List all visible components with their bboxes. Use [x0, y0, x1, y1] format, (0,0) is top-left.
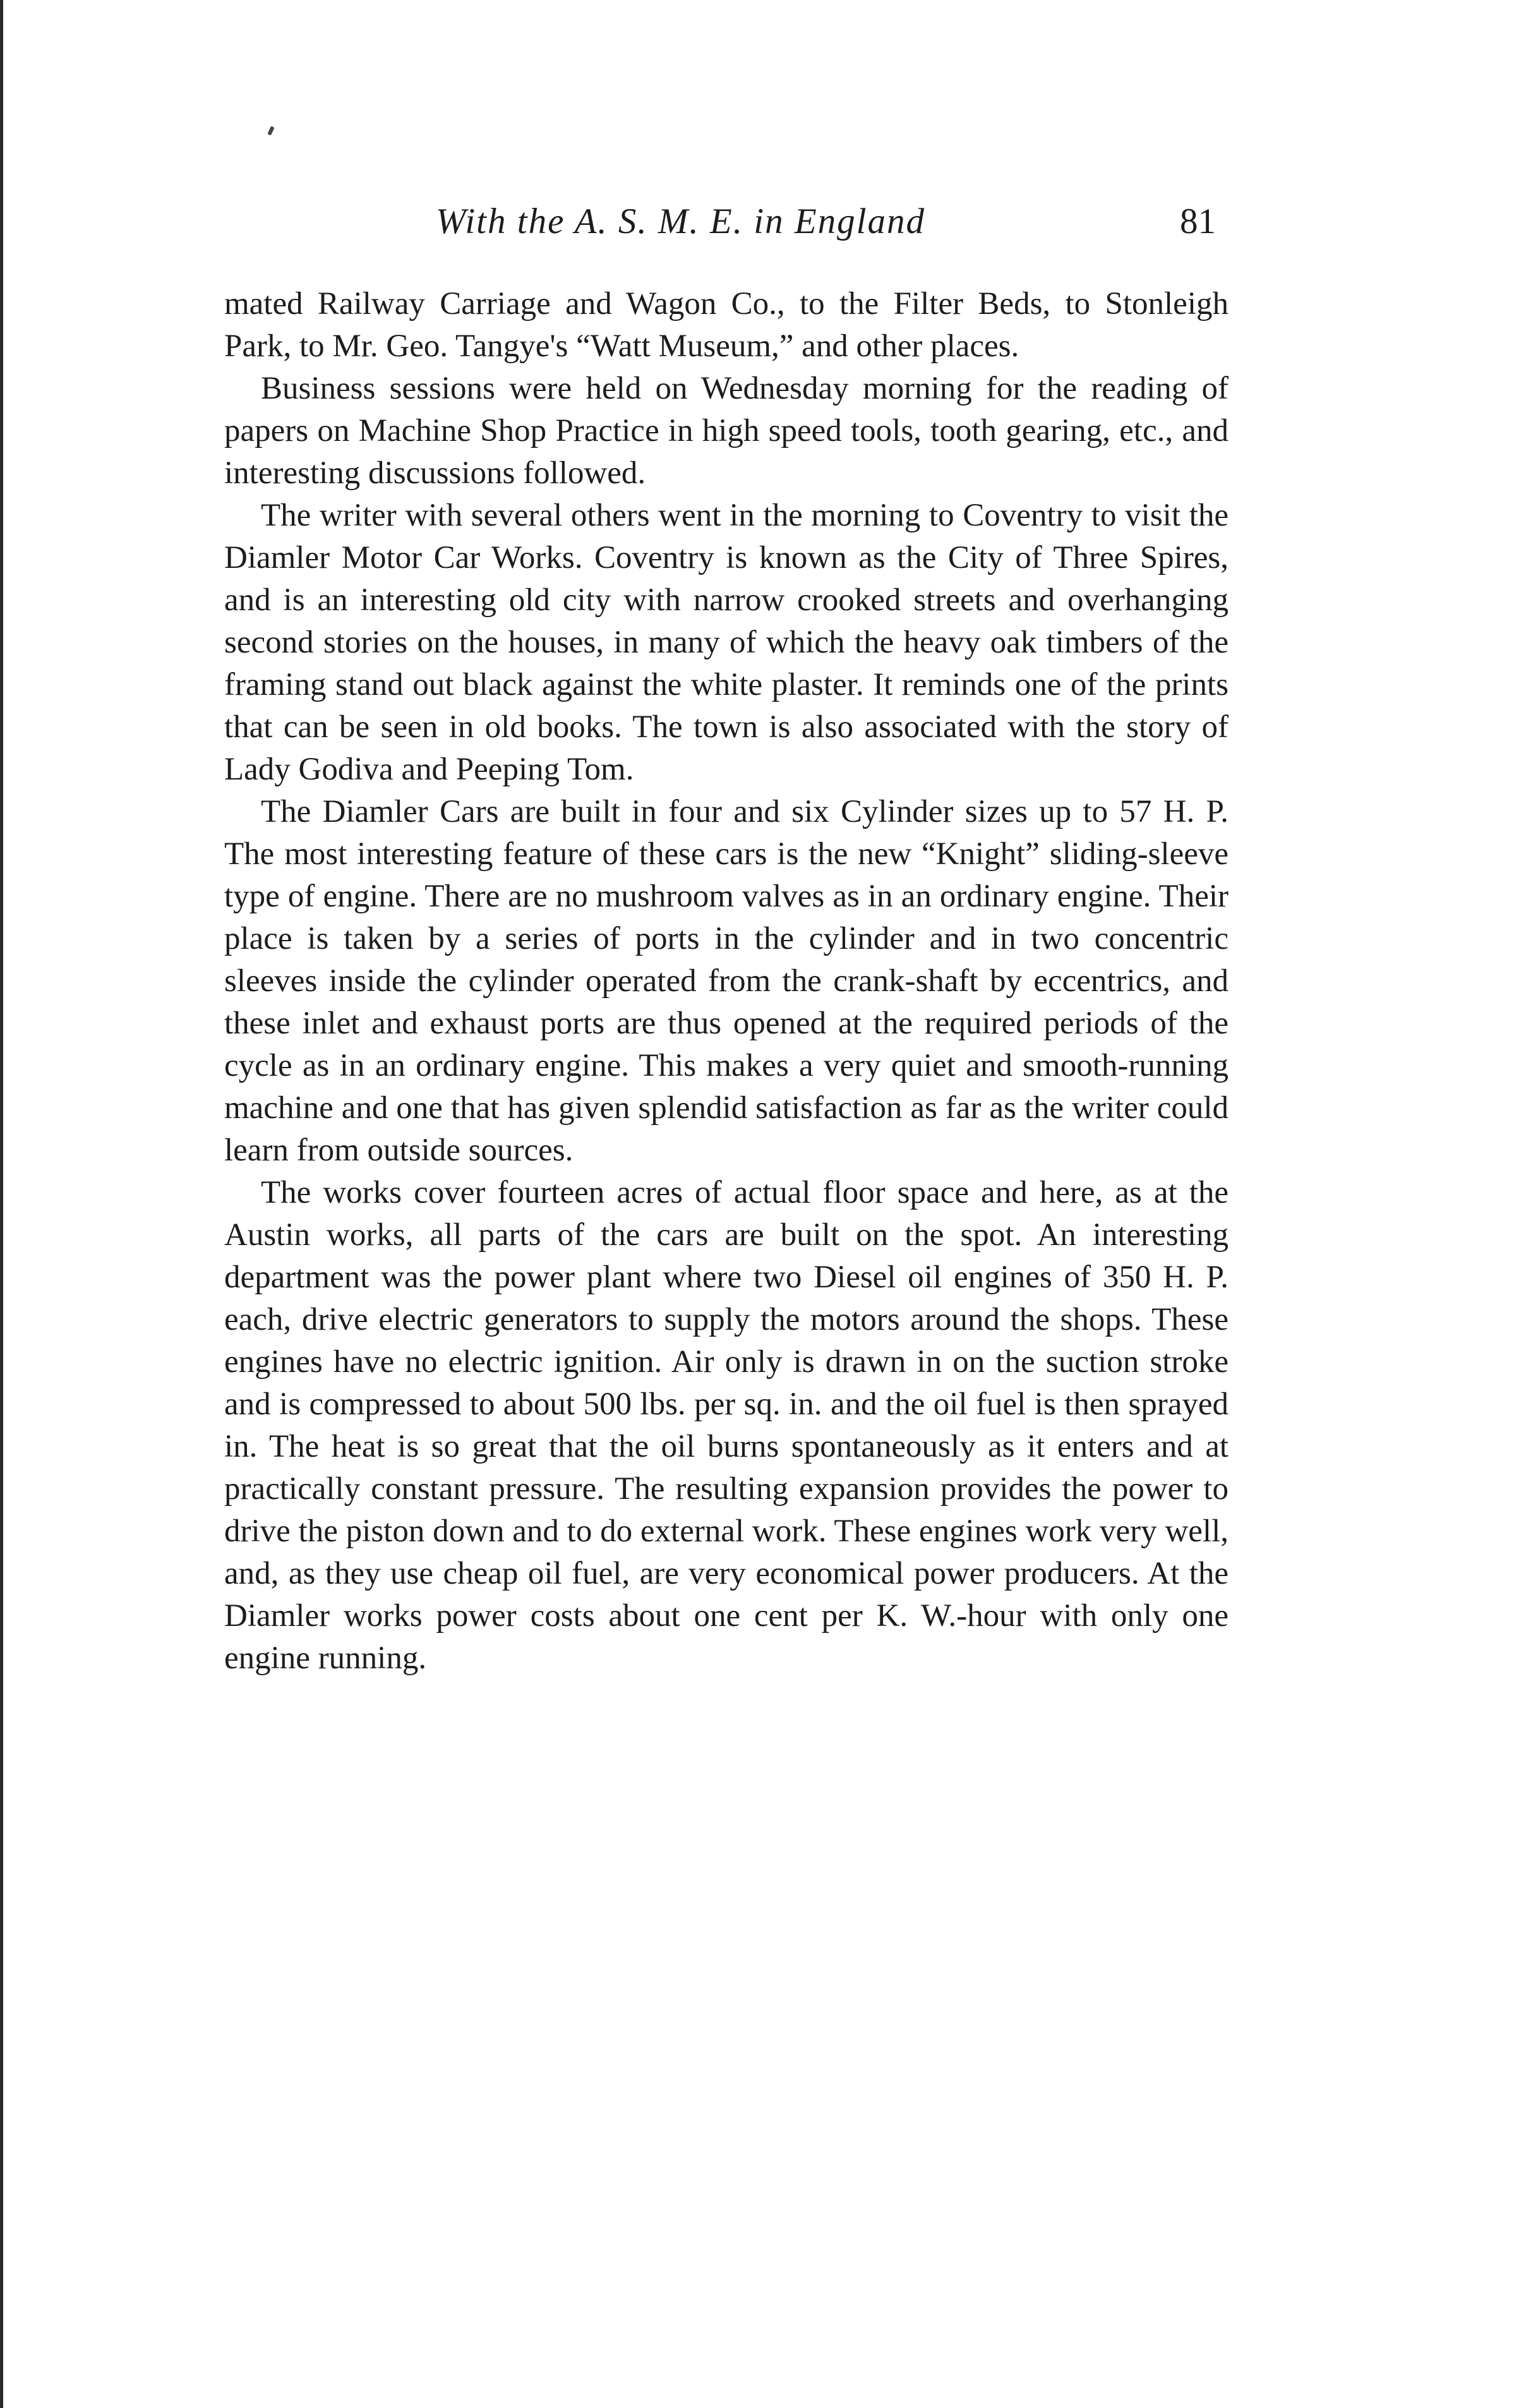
running-head: With the A. S. M. E. in England	[436, 202, 925, 241]
paragraph-works-power-plant: The works cover fourteen acres of actual floor space and here, as at the Austin works, all parts of the cars are built on the spot. An interesting department was the power plant where two Diesel oil engines of 350 H. P. each, drive electric generators to supply the motors around the shops. These engines have no electric ignition. Air only is drawn in on the suction stroke and is compressed to about 500 lbs. per sq. in. and the oil fuel is then sprayed in. The heat is so great that the oil burns spontaneously as it enters and at practically constant pressure. The resulting expansion provides the power to drive the piston down and to do external work. These engines work very well, and, as they use cheap oil fuel, are very economical power producers. At the Diamler works power costs about one cent per K. W.-hour with only one engine running.	[224, 1175, 1229, 1676]
page-number: 81	[1180, 202, 1216, 241]
paragraph-coventry-visit: The writer with several others went in the morning to Coventry to visit the Diamler Motor Car Works. Coventry is known as the City of Three Spires, and is an interesting old city with narrow crooked streets and overhanging second stories on the houses, in many of which the heavy oak timbers of the framing stand out black against the white plaster. It reminds one of the prints that can be seen in old books. The town is also associated with the story of Lady Godiva and Peeping Tom.	[224, 498, 1229, 787]
body-text	[224, 283, 1229, 1680]
scan-edge-rule	[0, 0, 3, 2408]
paragraph-diamler-cars: The Diamler Cars are built in four and six Cylinder sizes up to 57 H. P. The most interesting feature of these cars is the new “Knight” sliding-sleeve type of engine. There are no mushroom valves as in an ordinary engine. Their place is taken by a series of ports in the cylinder and in two concentric sleeves inside the cylinder operated from the crank-shaft by eccentrics, and these inlet and exhaust ports are thus opened at the required periods of the cycle as in an ordinary engine. This makes a very quiet and smooth-running machine and one that has given splendid satisfaction as far as the writer could learn from outside sources.	[224, 794, 1229, 1168]
page-header	[224, 201, 1235, 251]
paragraph-continuation: mated Railway Carriage and Wagon Co., to the Filter Beds, to Stonleigh Park, to Mr. Geo. Tangye's “Watt Museum,” and other places.	[224, 286, 1229, 364]
paragraph-business-sessions: Business sessions were held on Wednesday morning for the reading of papers on Machine Shop Practice in high speed tools, tooth gearing, etc., and interesting discussions followed.	[224, 371, 1229, 491]
ink-speck	[267, 126, 274, 135]
